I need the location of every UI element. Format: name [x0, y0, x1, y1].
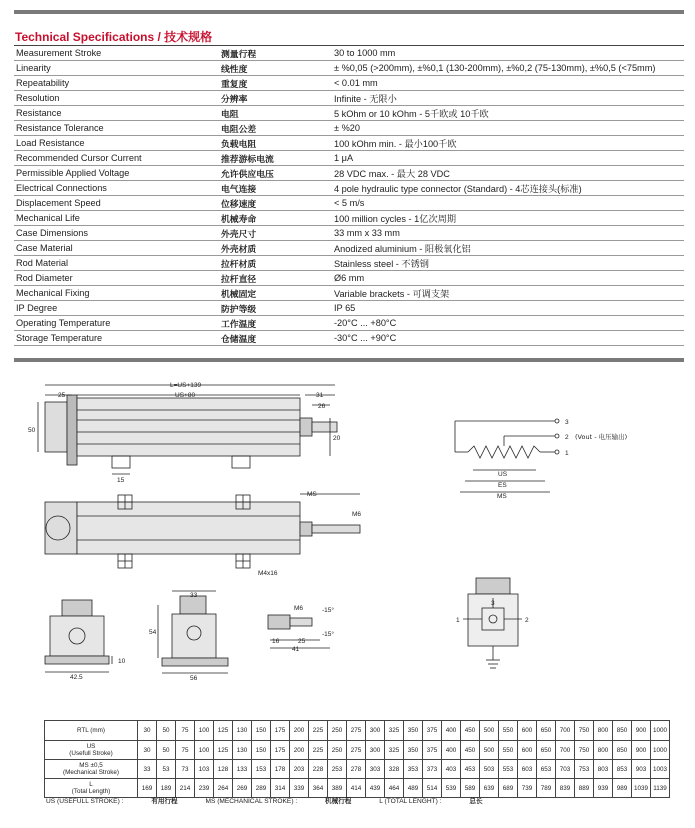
dims-row-label [45, 721, 138, 741]
dims-cell: 603 [518, 760, 537, 779]
dims-cell: 350 [404, 721, 423, 741]
section-title [15, 28, 212, 45]
housing-side [77, 398, 300, 456]
dims-row [45, 741, 670, 760]
dims-cell: 539 [442, 779, 461, 798]
housing-bottom [77, 502, 300, 554]
dims-cell: 853 [613, 760, 632, 779]
dims-cell: 600 [518, 741, 537, 760]
dims-cell: 800 [594, 741, 613, 760]
dims-cell: 253 [328, 760, 347, 779]
dims-cell: 328 [385, 760, 404, 779]
spec-name-cn: 允许供应电压 [219, 166, 332, 181]
legend-l-cn: 总长 [469, 797, 483, 805]
dim-26: 26 [318, 403, 326, 410]
dim-25: 25 [58, 392, 66, 399]
dims-cell: 650 [537, 741, 556, 760]
dims-cell: 203 [290, 760, 309, 779]
dim-56: 56 [190, 675, 198, 682]
spec-row [14, 106, 684, 121]
spec-row [14, 316, 684, 331]
spec-name: Measurement Stroke [14, 46, 219, 61]
dims-cell: 500 [480, 721, 499, 741]
spec-name-cn: 机械固定 [219, 286, 332, 301]
spec-value: 100 kOhm min. - 最小100千欧 [332, 136, 684, 151]
spec-name: Mechanical Fixing [14, 286, 219, 301]
spec-name-cn: 工作温度 [219, 316, 332, 331]
dims-cell: 700 [556, 741, 575, 760]
dims-cell: 200 [290, 741, 309, 760]
dims-cell: 939 [594, 779, 613, 798]
legend-us-cn: 有用行程 [151, 797, 178, 805]
spec-name-cn: 负载电阻 [219, 136, 332, 151]
dims-cell: 600 [518, 721, 537, 741]
dims-cell: 500 [480, 741, 499, 760]
dims-cell: 900 [632, 741, 651, 760]
dims-cell: 269 [233, 779, 252, 798]
dims-cell: 750 [575, 721, 594, 741]
dims-cell: 189 [157, 779, 176, 798]
dims-cell: 339 [290, 779, 309, 798]
spec-value: IP 65 [332, 301, 684, 316]
dim-m6: M6 [352, 511, 362, 518]
dim-ms: MS [307, 491, 317, 498]
spec-name: Resolution [14, 91, 219, 106]
spec-name-cn: 外壳材质 [219, 241, 332, 256]
dim-15: 15 [117, 477, 125, 484]
dims-cell: 150 [252, 721, 271, 741]
dims-cell: 275 [347, 721, 366, 741]
dims-cell: 739 [518, 779, 537, 798]
legend-ms: MS (MECHANICAL STROKE) : [205, 798, 300, 805]
dims-cell: 1000 [651, 721, 670, 741]
dims-row-label-line: (Usefull Stroke) [69, 750, 113, 757]
spec-name: Displacement Speed [14, 196, 219, 211]
dims-cell: 389 [328, 779, 347, 798]
dims-cell: 375 [423, 741, 442, 760]
dims-cell: 489 [404, 779, 423, 798]
dims-cell: 450 [461, 741, 480, 760]
spec-value: 30 to 1000 mm [332, 46, 684, 61]
dims-cell: 225 [309, 721, 328, 741]
spec-value: Anodized aluminium - 阳极氧化铝 [332, 241, 684, 256]
spec-name: Electrical Connections [14, 181, 219, 196]
dims-cell: 250 [328, 721, 347, 741]
dims-row-label [45, 760, 138, 779]
spec-name: Load Resistance [14, 136, 219, 151]
spec-value: 1 μA [332, 151, 684, 166]
spec-name: Operating Temperature [14, 316, 219, 331]
dims-cell: 303 [366, 760, 385, 779]
dims-cell: 850 [613, 741, 632, 760]
title-cn: 技术规格 [164, 30, 213, 44]
dims-row-label-line: MS ±0,5 [79, 762, 103, 769]
spec-row [14, 286, 684, 301]
dims-cell: 314 [271, 779, 290, 798]
spec-name: Rod Material [14, 256, 219, 271]
pin-2-label: 2 [565, 434, 569, 441]
dims-cell: 175 [271, 721, 290, 741]
spec-value: Infinite - 无限小 [332, 91, 684, 106]
dims-cell: 989 [613, 779, 632, 798]
vout-label: (Vout - 电压输出) [575, 433, 628, 441]
dims-cell: 439 [366, 779, 385, 798]
dim-l-label: L=US+139 [170, 382, 202, 389]
dims-cell: 300 [366, 721, 385, 741]
spec-value: 5 kOhm or 10 kOhm - 5千欧或 10千欧 [332, 106, 684, 121]
dimensions-table [44, 720, 670, 798]
dims-row-label-line: US [86, 743, 96, 750]
spec-name-cn: 拉杆材质 [219, 256, 332, 271]
dims-row [45, 721, 670, 741]
dims-cell: 250 [328, 741, 347, 760]
dims-cell: 169 [138, 779, 157, 798]
connector-body [45, 402, 67, 452]
dims-cell: 700 [556, 721, 575, 741]
dims-cell: 514 [423, 779, 442, 798]
spec-name: Resistance [14, 106, 219, 121]
spec-row [14, 331, 684, 346]
dim-us80: US+80 [175, 392, 196, 399]
dims-cell: 639 [480, 779, 499, 798]
dims-cell: 550 [499, 741, 518, 760]
dims-cell: 1000 [651, 741, 670, 760]
spec-row [14, 301, 684, 316]
dim-41: 41 [292, 646, 300, 653]
dims-cell: 1139 [651, 779, 670, 798]
legend-ms-cn: 机械行程 [325, 797, 352, 805]
spec-value: 33 mm x 33 mm [332, 226, 684, 241]
spec-name-cn: 分辨率 [219, 91, 332, 106]
dims-cell: 100 [195, 741, 214, 760]
dim-25b: 25 [298, 638, 306, 645]
dims-cell: 789 [537, 779, 556, 798]
dims-cell: 50 [157, 721, 176, 741]
dim-m6-detail: M6 [294, 605, 304, 612]
dims-cell: 50 [157, 741, 176, 760]
spec-name-cn: 防护等级 [219, 301, 332, 316]
dims-cell: 453 [461, 760, 480, 779]
dims-cell: 30 [138, 741, 157, 760]
schematic-es: ES [498, 482, 507, 489]
dims-cell: 153 [252, 760, 271, 779]
dims-cell: 403 [442, 760, 461, 779]
dims-cell: 53 [157, 760, 176, 779]
dims-cell: 125 [214, 741, 233, 760]
spec-value: Ø6 mm [332, 271, 684, 286]
spec-name-cn: 电气连接 [219, 181, 332, 196]
dims-cell: 750 [575, 741, 594, 760]
spec-row [14, 121, 684, 136]
dims-cell: 589 [461, 779, 480, 798]
connector-pin-2: 2 [525, 617, 529, 624]
dims-row-label-line: RTL (mm) [77, 727, 105, 734]
technical-drawing [0, 362, 695, 717]
spec-name: IP Degree [14, 301, 219, 316]
dims-cell: 214 [176, 779, 195, 798]
dims-cell: 803 [594, 760, 613, 779]
dims-cell: 130 [233, 741, 252, 760]
dims-cell: 150 [252, 741, 271, 760]
dims-cell: 1039 [632, 779, 651, 798]
spec-name: Repeatability [14, 76, 219, 91]
pin-3-label: 3 [565, 419, 569, 426]
spec-name-cn: 电阻公差 [219, 121, 332, 136]
spec-value: ± %20 [332, 121, 684, 136]
dims-cell: 703 [556, 760, 575, 779]
dims-cell: 33 [138, 760, 157, 779]
spec-name: Linearity [14, 61, 219, 76]
spec-name-cn: 线性度 [219, 61, 332, 76]
dims-cell: 400 [442, 721, 461, 741]
dims-cell: 325 [385, 721, 404, 741]
dims-row-label-line: (Total Length) [71, 788, 111, 795]
spec-name-cn: 重复度 [219, 76, 332, 91]
dims-cell: 228 [309, 760, 328, 779]
spec-name: Permissible Applied Voltage [14, 166, 219, 181]
dims-cell: 178 [271, 760, 290, 779]
spec-name: Rod Diameter [14, 271, 219, 286]
dims-cell: 839 [556, 779, 575, 798]
dims-cell: 364 [309, 779, 328, 798]
spec-name: Mechanical Life [14, 211, 219, 226]
top-divider [14, 10, 684, 14]
dims-cell: 289 [252, 779, 271, 798]
spec-name-cn: 机械寿命 [219, 211, 332, 226]
dims-cell: 1003 [651, 760, 670, 779]
dims-cell: 550 [499, 721, 518, 741]
dims-cell: 753 [575, 760, 594, 779]
dims-cell: 689 [499, 779, 518, 798]
dims-row-label [45, 741, 138, 760]
dim-16: 16 [272, 638, 280, 645]
dims-cell: 373 [423, 760, 442, 779]
dims-cell: 225 [309, 741, 328, 760]
spec-row [14, 256, 684, 271]
dims-row [45, 760, 670, 779]
dim-50: 50 [28, 427, 36, 434]
dims-cell: 414 [347, 779, 366, 798]
spec-value: < 0.01 mm [332, 76, 684, 91]
dims-cell: 650 [537, 721, 556, 741]
spec-row [14, 61, 684, 76]
dim-angle-2: -15° [322, 631, 334, 638]
dims-cell: 300 [366, 741, 385, 760]
dims-cell: 800 [594, 721, 613, 741]
spec-value: 4 pole hydraulic type connector (Standard) - 4芯连接头(标准) [332, 181, 684, 196]
dims-cell: 553 [499, 760, 518, 779]
spec-value: -20°C ... +80°C [332, 316, 684, 331]
spec-name-cn: 位移速度 [219, 196, 332, 211]
spec-name-cn: 推荐游标电流 [219, 151, 332, 166]
spec-row [14, 181, 684, 196]
spec-value: ± %0,05 (>200mm), ±%0,1 (130-200mm), ±%0,2 (75-130mm), ±%0,5 (<75mm) [332, 61, 684, 76]
legend-l: L (TOTAL LENGHT) : [379, 798, 444, 805]
dim-m4x16: M4x16 [258, 570, 278, 577]
dim-20: 20 [333, 435, 341, 442]
dims-cell: 133 [233, 760, 252, 779]
dims-cell: 850 [613, 721, 632, 741]
spec-name: Case Material [14, 241, 219, 256]
dims-cell: 125 [214, 721, 233, 741]
spec-row [14, 241, 684, 256]
spec-name: Recommended Cursor Current [14, 151, 219, 166]
schematic-ms: MS [497, 493, 507, 500]
dims-cell: 325 [385, 741, 404, 760]
dim-10: 10 [118, 658, 126, 665]
spec-name: Resistance Tolerance [14, 121, 219, 136]
dims-cell: 175 [271, 741, 290, 760]
spec-name: Case Dimensions [14, 226, 219, 241]
dims-cell: 239 [195, 779, 214, 798]
connector-pin-3: 3 [491, 600, 495, 607]
dims-cell: 73 [176, 760, 195, 779]
dims-cell: 100 [195, 721, 214, 741]
connector-pin-1: 1 [456, 617, 460, 624]
dims-cell: 400 [442, 741, 461, 760]
dims-cell: 30 [138, 721, 157, 741]
spec-row [14, 226, 684, 241]
spec-name: Storage Temperature [14, 331, 219, 346]
dim-42: 42.5 [70, 674, 83, 681]
dims-cell: 464 [385, 779, 404, 798]
spec-row [14, 46, 684, 61]
schematic-us: US [498, 471, 508, 478]
abbreviation-legend [46, 795, 509, 805]
spec-name-cn: 外壳尺寸 [219, 226, 332, 241]
spec-row [14, 91, 684, 106]
spec-row [14, 76, 684, 91]
rod [312, 422, 337, 432]
spec-value: Variable brackets - 可调支架 [332, 286, 684, 301]
pin-1-label: 1 [565, 450, 569, 457]
dims-cell: 275 [347, 741, 366, 760]
spec-table [14, 45, 684, 346]
dim-54: 54 [149, 629, 157, 636]
dims-cell: 450 [461, 721, 480, 741]
spec-value: -30°C ... +90°C [332, 331, 684, 346]
spec-row [14, 196, 684, 211]
spec-value: Stainless steel - 不锈钢 [332, 256, 684, 271]
dims-cell: 889 [575, 779, 594, 798]
spec-row [14, 211, 684, 226]
dims-cell: 75 [176, 741, 195, 760]
dims-cell: 353 [404, 760, 423, 779]
dim-33: 33 [190, 592, 198, 599]
spec-value: 28 VDC max. - 最大 28 VDC [332, 166, 684, 181]
legend-us: US (USEFULL STROKE) : [46, 798, 126, 805]
title-en: Technical Specifications [15, 30, 155, 44]
spec-name-cn: 拉杆直径 [219, 271, 332, 286]
spec-name-cn: 电阻 [219, 106, 332, 121]
spec-row [14, 151, 684, 166]
dims-cell: 200 [290, 721, 309, 741]
dim-angle-1: -15° [322, 607, 334, 614]
spec-row [14, 271, 684, 286]
dims-cell: 903 [632, 760, 651, 779]
dims-row-label-line: (Mechanical Stroke) [63, 769, 119, 776]
dims-cell: 264 [214, 779, 233, 798]
spec-value: < 5 m/s [332, 196, 684, 211]
spec-row [14, 136, 684, 151]
dims-cell: 375 [423, 721, 442, 741]
dims-row-label-line: L [89, 781, 93, 788]
dims-cell: 503 [480, 760, 499, 779]
spec-name-cn: 仓储温度 [219, 331, 332, 346]
spec-value: 100 million cycles - 1亿次周期 [332, 211, 684, 226]
dims-cell: 653 [537, 760, 556, 779]
dims-cell: 350 [404, 741, 423, 760]
dims-cell: 75 [176, 721, 195, 741]
spec-name-cn: 测量行程 [219, 46, 332, 61]
dims-cell: 278 [347, 760, 366, 779]
dims-cell: 128 [214, 760, 233, 779]
title-separator: / [154, 30, 165, 44]
dims-cell: 103 [195, 760, 214, 779]
dim-31: 31 [316, 392, 324, 399]
spec-row [14, 166, 684, 181]
dims-cell: 130 [233, 721, 252, 741]
dims-cell: 900 [632, 721, 651, 741]
